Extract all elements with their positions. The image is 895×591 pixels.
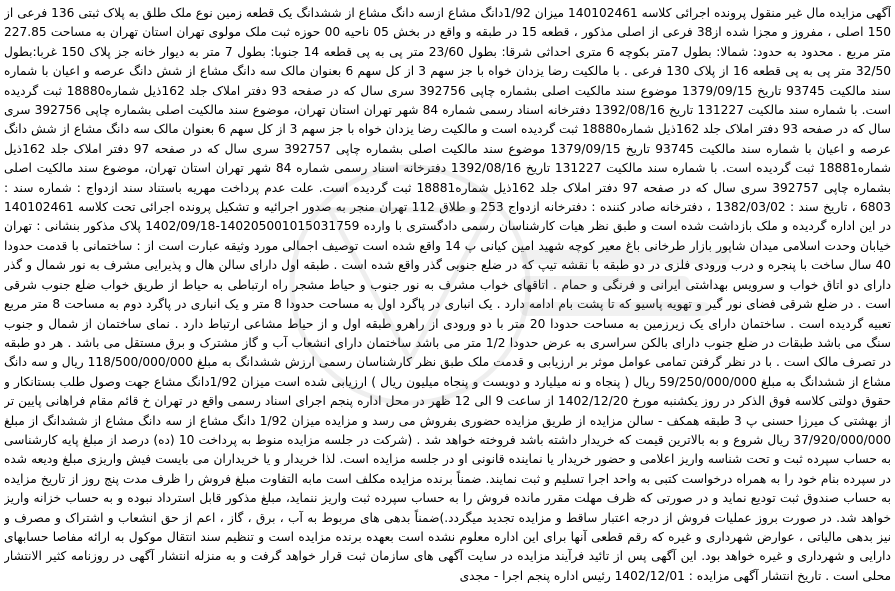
notice-body: آگهی مزایده مال غیر منقول پرونده اجرائی کلاسه 140102461 میزان 1/92دانگ مشاع ازسه دانگ مشاع از ششدانگ یک قطعه زمین نوع ملک طلق به پلاک ثبتی 136 فرعی از 150 اصلی ، مفروز و مجزا شده از38 فرعی از اصلی مذکور ، قطعه 15 در طبقه و واقع در بخش 05 ناحیه 00 حوزه ثبت ملک مولوی تهران استان تهران به مساحت 227.85 متر مربع . محدود به حدود: شمالا: بطول 7متر بکوچه 6 متری احداثی شرقا: بطول 23/60 متر پی به پی قطعه 14 جنوبا: بطول 7 متر به دیوار خانه جز پلاک 150 غربا:بطول 32/50 متر پی به پی قطعه 16 از پلاک 130 فرعی . با مالکیت رضا یزدان خواه با جز سهم 3 از کل سهم 6 بعنوان مالک سه دانگ مشاع از شش دانگ عرصه و اعیان با شماره سند مالکیت 93745 تاریخ 1379/09/15 موضوع سند مالکیت اصلی بشماره چاپی 392756 سری سال که در صفحه 93 دفتر املاک جلد 162ذیل شماره18880 ثبت گردیده است. با شماره سند مالکیت 131227 تاریخ 1392/08/16 دفترخانه اسناد رسمی شماره 84 شهر تهران استان تهران، موضوع سند مالکیت اصلی بشماره چاپی 392756 سری سال که در صفحه 93 دفتر املاک جلد 162ذیل شماره18880 ثبت گردیده است و مالکیت رضا یزدان خواه با جز سهم 3 از کل سهم 6 بعنوان مالک سه دانگ مشاع از شش دانگ عرصه و اعیان با شماره سند مالکیت 93745 تاریخ 1379/09/15 موضوع سند مالکیت اصلی بشماره چاپی 392757 سری سال که در صفحه 97 دفتر املاک جلد 162ذیل شماره18881 ثبت گردیده است. با شماره سند مالکیت 131227 تاریخ 1392/08/16 دفترخانه اسناد رسمی شماره 84 شهر تهران استان تهران، موضوع سند مالکیت اصلی بشماره چاپی 392757 سری سال که در صفحه 97 دفتر املاک جلد 162ذیل شماره18881 ثبت گردیده است. علت عدم پرداخت مهریه باستناد سند ازدواج : شماره سند : 6803 ، تاریخ سند : 1382/03/02 ، دفترخانه صادر کننده : دفترخانه ازدواج 253 و طلاق 112 تهران منجر به صدور اجرائیه و تشکیل پرونده اجرائی تحت کلاسه 140102461 در این اداره گردیده و ملک بازداشت شده است و طبق نظر هیات کارشناسان رسمی دادگستری با وارده 140205001015031759-1402/09/18 پلاک مذکور بنشانی : تهران خیابان وحدت اسلامی میدان شاپور بازار طرخانی باغ معیر کوچه شهید امین کیانی پ 14 واقع شده است توصیف اجمالی مورد وثیقه عبارت است از : ساختمانی با قدمت حدودا 40 سال ساخت با پنجره و درب ورودی فلزی در دو طبقه با نقشه تیپ که در ضلع جنوبی گذر واقع شده است . طبقه اول دارای سالن هال و پذیرایی مشرف به نور شمال و گذر دارای دو اتاق خواب و سرویس بهداشتی ایرانی و فرنگی و حمام . اتاقهای خواب مشرف به نور جنوب و حیاط مشجر راه ارتباطی به حیاط از طریق خواب ضلع جنوب شرقی است . در ضلع شرقی فضای نور گیر و تهویه پاسیو که تا پشت بام ادامه دارد . یک انباری در پاگرد اول به مساحت حدودا 8 متر و یک انباری در پاگرد دوم به مساحت 8 متر مربع تعبیه گردیده است . ساختمان دارای یک زیرزمین به مساحت حدودا 20 متر با دو ورودی از راهرو طبقه اول و از حیاط مشاعی ارتباط دارد . نمای ساختمان از شمال و جنوب سنگ می باشد طبقات در ضلع جنوب دارای بالکن سراسری به عرض حدودا 1/2 متر می باشد ساختمان دارای انشعاب آب و گاز مشترک و برق مستقل می باشد . هر دو طبقه در تصرف مالک است . با در نظر گرفتن تمامی عوامل موثر بر ارزیابی و قدمت ملک طبق نظر کارشناسان رسمی ارزش ششدانگ به مبلغ 118/500/000/000 ریال و سه دانگ مشاع از ششدانگ به مبلغ 59/250/000/000 ریال ( پنجاه و نه میلیارد و دویست و پنجاه میلیون ریال ) ارزیابی شده است میزان 1/92دانگ مشاع جهت وصول طلب بستانکار و حقوق دولتی کلاسه فوق الذکر در روز یکشنبه مورخ 1402/12/20 از ساعت 9 الی 12 ظهر در محل اداره پنجم اجرای اسناد رسمی واقع در تهران خ قائم مقام فراهانی پایین تر از بهشتی ک میرزا حسنی پ 3 طبقه همکف - سالن مزایده از طریق مزایده حضوری بفروش می رسد و مزایده میزان 1/92 دانگ مشاع از سه دانگ مشاع از ششدانگ از مبلغ 37/920/000/000 ریال شروع و به بالاترین قیمت که خریدار داشته باشد فروخته خواهد شد . (شرکت در جلسه مزایده منوط به پرداخت 10 (ده) درصد از مبلغ پایه کارشناسی به حساب سپرده ثبت و تحت شناسه واریز اعلامی و حضور خریدار یا نماینده قانونی او در جلسه مزایده است. لذا خریدار و یا خریداران می بایست فیش واریزی مبلغ ودیعه شده در سپرده بنام خود را به همراه درخواست کتبی به واحد اجرا تسلیم و ثبت نمایند. ضمناً برنده مزایده مکلف است مابه التفاوت مبلغ فروش را ظرف مدت پنج روز از تاریخ مزایده به حساب صندوق ثبت تودیع نماید و در صورتی که ظرف مهلت مقرر مانده فروش را به حساب سپرده ثبت واریز ننماید، مبلغ مذکور قابل استرداد نبوده و به حساب خزانه واریز خواهد شد. در صورت بروز عملیات فروش از درجه اعتبار ساقط و مزایده تجدید میگردد.)ضمناً بدهی های مربوط به آب ، برق ، گاز ، اعم از حق انشعاب و اشتراک و مصرف و نیز بدهی مالیاتی ، عوارض شهرداری و غیره که رقم قطعی آنها برای این اداره معلوم نشده است بعهده برنده مزایده است و تنظیم سند انتقال موکول به ارائه مفاصا حسابهای دارایی و شهرداری و غیره خواهد بود. این آگهی پس از تائید فرآیند مزایده در سایت آگهی های سازمان ثبت قرار خواهد گرفت و به منزله انتشار آگهی در روزنامه کثیر الانتشار محلی است . تاریخ انتشار آگهی مزایده : 1402/12/01 رئیس اداره پنجم اجرا - مجدی <box>4 6 891 583</box>
auction-notice <box>4 4 891 587</box>
